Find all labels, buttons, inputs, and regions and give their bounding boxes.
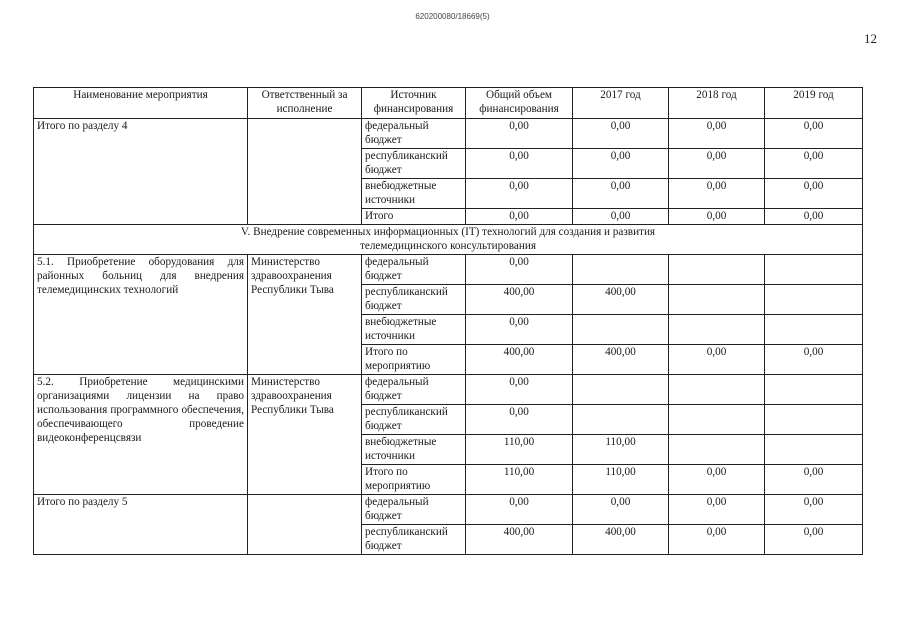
item-5-1-responsible: Министерство здравоохранения Республики Тыва (248, 255, 362, 375)
section5-total-label: Итого по разделу 5 (34, 495, 248, 555)
section5-responsible (248, 495, 362, 555)
value-cell: 0,00 (765, 345, 863, 375)
value-cell: 0,00 (669, 495, 765, 525)
value-cell: 0,00 (765, 119, 863, 149)
value-cell (765, 285, 863, 315)
value-cell: 0,00 (669, 179, 765, 209)
value-cell (765, 405, 863, 435)
value-cell (765, 435, 863, 465)
financing-table (33, 87, 863, 555)
table-header-row (34, 88, 863, 119)
table-row (34, 375, 863, 405)
source-cell: федеральный бюджет (362, 119, 466, 149)
header-2019: 2019 год (765, 88, 863, 119)
value-cell: 0,00 (573, 495, 669, 525)
value-cell: 400,00 (466, 345, 573, 375)
source-cell: республиканский бюджет (362, 405, 466, 435)
value-cell: 0,00 (573, 209, 669, 225)
value-cell (573, 375, 669, 405)
value-cell (573, 315, 669, 345)
header-responsible: Ответственный за исполнение (248, 88, 362, 119)
value-cell (765, 315, 863, 345)
value-cell: 0,00 (466, 209, 573, 225)
item-5-2-name: 5.2. Приобретение медицинскими организациями лицензии на право использования программного обеспечения, обеспечивающего проведение видеоконференцсвязи (34, 375, 248, 495)
value-cell: 0,00 (669, 525, 765, 555)
value-cell: 0,00 (573, 119, 669, 149)
value-cell (669, 405, 765, 435)
value-cell: 0,00 (466, 405, 573, 435)
table-row (34, 119, 863, 149)
header-2017: 2017 год (573, 88, 669, 119)
value-cell: 400,00 (573, 285, 669, 315)
header-2018: 2018 год (669, 88, 765, 119)
value-cell: 0,00 (466, 149, 573, 179)
page-number: 12 (864, 31, 877, 46)
value-cell: 400,00 (466, 285, 573, 315)
header-event-name: Наименование мероприятия (34, 88, 248, 119)
value-cell (669, 255, 765, 285)
value-cell: 110,00 (466, 465, 573, 495)
value-cell (669, 285, 765, 315)
table-row (34, 495, 863, 525)
table-row (34, 225, 863, 255)
source-cell: Итого по мероприятию (362, 345, 466, 375)
source-cell: федеральный бюджет (362, 375, 466, 405)
source-cell: внебюджетные источники (362, 315, 466, 345)
section5-title: V. Внедрение современных информационных (IT) технологий для создания и развития телемедицинского консультирования (34, 225, 863, 255)
source-cell: республиканский бюджет (362, 525, 466, 555)
value-cell (669, 375, 765, 405)
value-cell: 0,00 (466, 375, 573, 405)
value-cell: 400,00 (573, 345, 669, 375)
value-cell: 0,00 (669, 149, 765, 179)
header-source: Источник финансирования (362, 88, 466, 119)
source-cell: республиканский бюджет (362, 285, 466, 315)
source-cell: Итого по мероприятию (362, 465, 466, 495)
value-cell: 110,00 (573, 435, 669, 465)
value-cell: 0,00 (669, 119, 765, 149)
value-cell (765, 255, 863, 285)
document-id: 620200080/18669(5) (415, 12, 490, 21)
value-cell: 0,00 (765, 525, 863, 555)
source-cell: республиканский бюджет (362, 149, 466, 179)
value-cell: 0,00 (669, 209, 765, 225)
value-cell (573, 255, 669, 285)
value-cell: 0,00 (765, 209, 863, 225)
source-cell: федеральный бюджет (362, 495, 466, 525)
value-cell (669, 315, 765, 345)
value-cell: 0,00 (466, 315, 573, 345)
source-cell: внебюджетные источники (362, 435, 466, 465)
value-cell: 0,00 (669, 465, 765, 495)
value-cell: 0,00 (669, 345, 765, 375)
value-cell: 0,00 (765, 149, 863, 179)
value-cell: 0,00 (466, 495, 573, 525)
value-cell: 0,00 (765, 495, 863, 525)
value-cell: 400,00 (573, 525, 669, 555)
value-cell: 0,00 (765, 465, 863, 495)
value-cell: 0,00 (466, 119, 573, 149)
source-cell: внебюджетные источники (362, 179, 466, 209)
value-cell: 0,00 (765, 179, 863, 209)
value-cell: 110,00 (466, 435, 573, 465)
source-cell: федеральный бюджет (362, 255, 466, 285)
value-cell: 110,00 (573, 465, 669, 495)
value-cell (765, 375, 863, 405)
section4-responsible (248, 119, 362, 225)
section4-total-label: Итого по разделу 4 (34, 119, 248, 225)
table-row (34, 255, 863, 285)
value-cell: 0,00 (466, 255, 573, 285)
value-cell (669, 435, 765, 465)
item-5-1-name: 5.1. Приобретение оборудования для районных больниц для внедрения телемедицинских технологий (34, 255, 248, 375)
value-cell: 0,00 (466, 179, 573, 209)
source-cell: Итого (362, 209, 466, 225)
value-cell (573, 405, 669, 435)
value-cell: 0,00 (573, 149, 669, 179)
item-5-2-responsible: Министерство здравоохранения Республики Тыва (248, 375, 362, 495)
value-cell: 400,00 (466, 525, 573, 555)
header-total-volume: Общий объем финансирования (466, 88, 573, 119)
value-cell: 0,00 (573, 179, 669, 209)
